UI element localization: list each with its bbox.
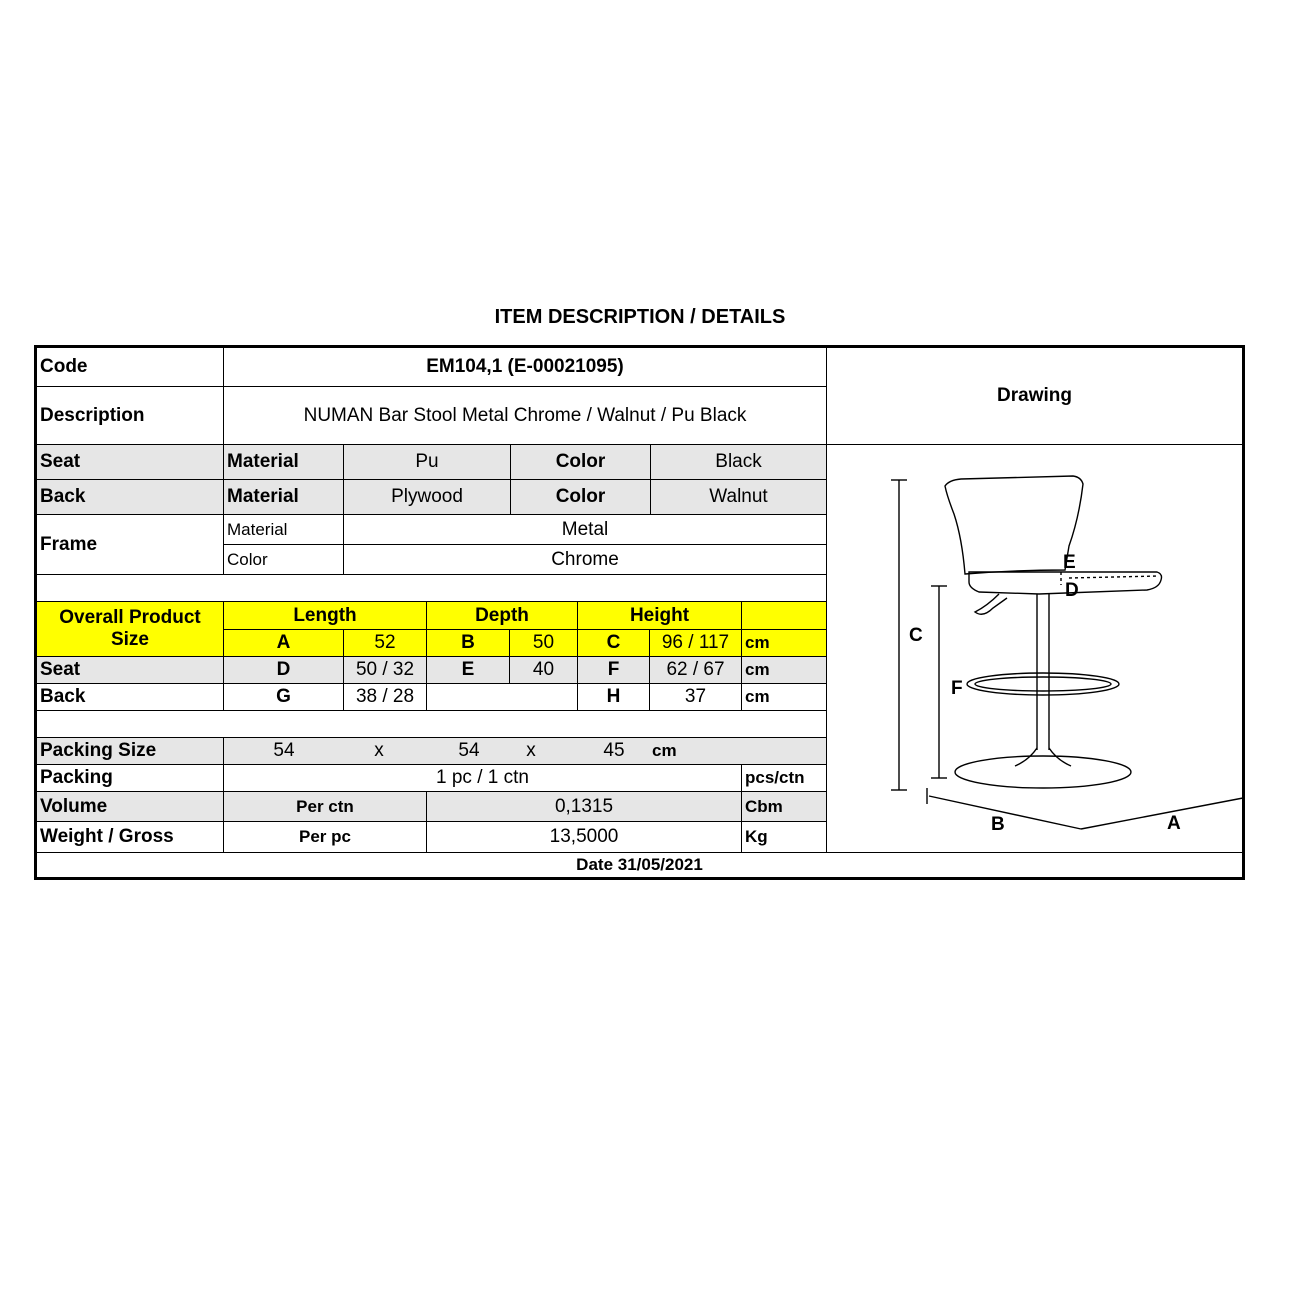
back-blank-cell [427,684,578,711]
back-color-label: Color [511,480,651,515]
drawing-label-e: E [1063,552,1076,573]
weight-per: Per pc [224,822,427,853]
code-value: EM104,1 (E-00021095) [224,348,827,387]
overall-a-value: 52 [344,630,427,657]
back-g-letter: G [224,684,344,711]
back-dims-label: Back [37,684,224,711]
packing-label: Packing [37,765,224,792]
description-value: NUMAN Bar Stool Metal Chrome / Walnut / Pu Black [224,387,827,445]
seat-e-letter: E [427,657,510,684]
seat-dims-label: Seat [37,657,224,684]
overall-unit: cm [742,630,827,657]
frame-material-label: Material [224,515,344,545]
seat-label: Seat [37,445,224,480]
packing-unit: pcs/ctn [742,765,827,792]
overall-size-label-line1: Overall Product [59,607,201,629]
packing-height: 45 [603,740,625,762]
drawing-header: Drawing [827,348,1242,445]
packing-size-label: Packing Size [37,738,224,765]
lever [975,594,1007,614]
spacer-row-2 [37,711,827,738]
date: Date 31/05/2021 [576,855,703,875]
seat-color-value: Black [651,445,827,480]
packing-value: 1 pc / 1 ctn [224,765,742,792]
weight-value: 13,5000 [427,822,742,853]
back-g-value: 38 / 28 [344,684,427,711]
packing-length: 54 [273,740,295,762]
back-unit: cm [742,684,827,711]
description-label: Description [37,387,224,445]
spec-sheet [34,345,1245,880]
overall-b-value: 50 [510,630,578,657]
overall-c-value: 96 / 117 [650,630,742,657]
back-label: Back [37,480,224,515]
back-material-value: Plywood [344,480,511,515]
back-color-value: Walnut [651,480,827,515]
dim-a-line [1081,798,1243,829]
length-header: Length [224,602,427,630]
overall-b-letter: B [427,630,510,657]
drawing-label-d: D [1065,580,1079,601]
drawing-label-a: A [1167,813,1181,834]
volume-unit: Cbm [742,792,827,822]
depth-header: Depth [427,602,578,630]
packing-size-row [224,738,827,765]
back-h-value: 37 [650,684,742,711]
seat-d-value: 50 / 32 [344,657,427,684]
seat-e-value: 40 [510,657,578,684]
spacer-row [37,575,827,602]
drawing-label-f: F [951,678,963,699]
seat-f-letter: F [578,657,650,684]
packing-x1: x [374,740,384,762]
weight-label: Weight / Gross [37,822,224,853]
overall-c-letter: C [578,630,650,657]
frame-color-label: Color [224,545,344,575]
drawing-label-c: C [909,625,923,646]
sheet-title: ITEM DESCRIPTION / DETAILS [494,306,786,328]
seat-f-value: 62 / 67 [650,657,742,684]
seat-material-label: Material [224,445,344,480]
seat-unit: cm [742,657,827,684]
dim-b-line [929,796,1081,829]
overall-a-letter: A [224,630,344,657]
seat-color-label: Color [511,445,651,480]
stool-drawing [829,448,1245,852]
overall-size-label [37,602,224,657]
frame-material-value: Metal [344,515,827,545]
drawing-label-b: B [991,814,1005,835]
weight-unit: Kg [742,822,827,853]
overall-size-label-line2: Size [110,629,150,650]
seat-material-value: Pu [344,445,511,480]
code-label: Code [37,348,224,387]
volume-value: 0,1315 [427,792,742,822]
volume-label: Volume [37,792,224,822]
footrest-ring [967,673,1119,695]
frame-label: Frame [37,515,224,575]
seat-d-letter: D [224,657,344,684]
back-h-letter: H [578,684,650,711]
frame-color-value: Chrome [344,545,827,575]
unit-header-blank [742,602,827,630]
back-material-label: Material [224,480,344,515]
base-disc [955,756,1131,788]
height-header: Height [578,602,742,630]
volume-per: Per ctn [224,792,427,822]
packing-x2: x [526,740,536,762]
packing-width: 54 [458,740,480,762]
packing-size-unit: cm [652,741,677,761]
